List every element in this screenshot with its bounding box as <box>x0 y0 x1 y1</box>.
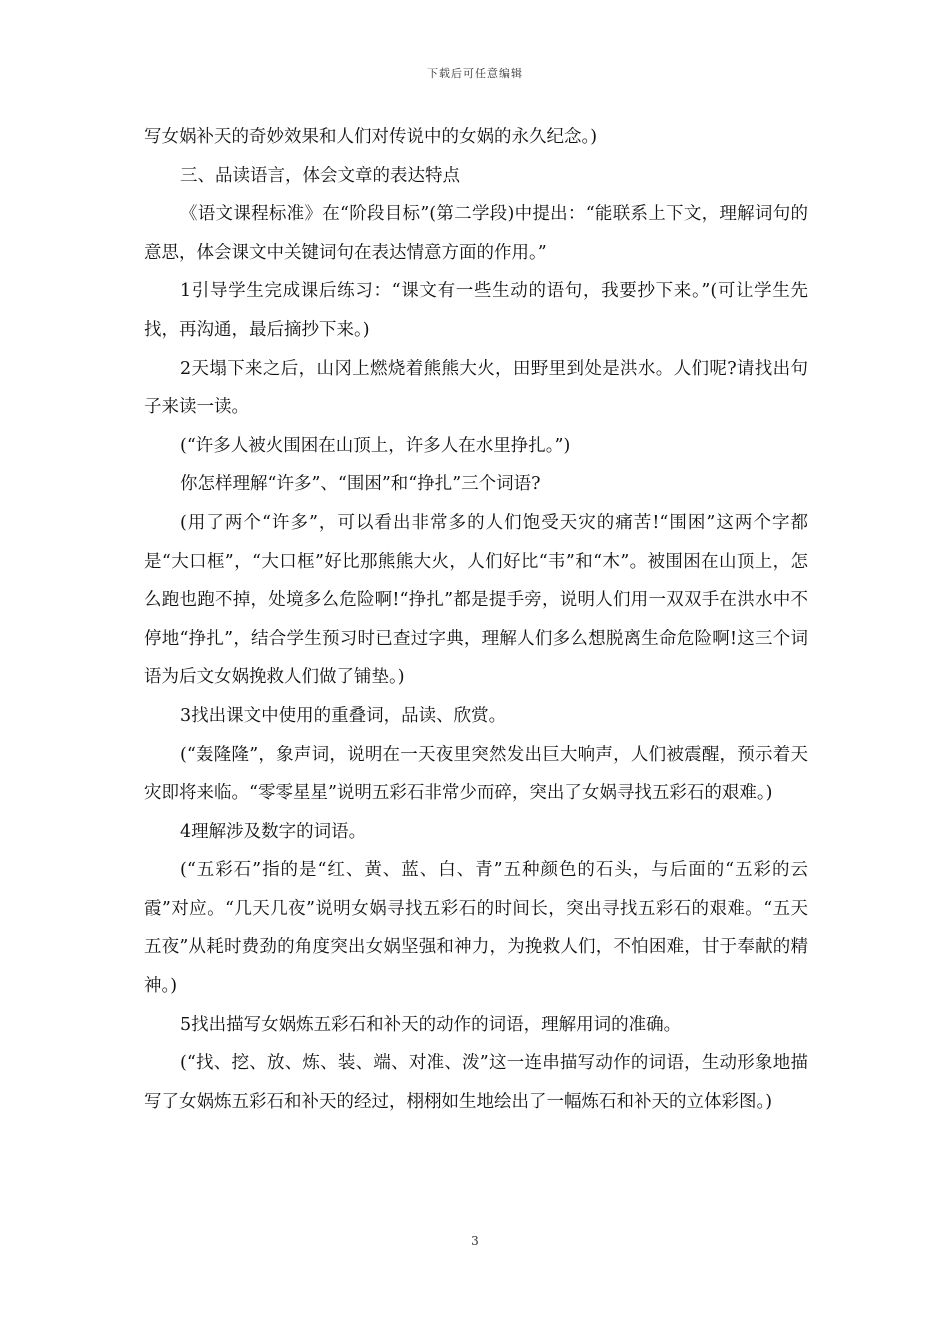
paragraph-7: 你怎样理解“许多”、“围困”和“挣扎”三个词语? <box>180 474 541 495</box>
paragraph-4: 1引导学生完成课后练习：“课文有一些生动的语句，我要抄下来。”(可让学生先找，再沟通，最后摘抄下来。) <box>144 281 808 340</box>
paragraph-13: 5找出描写女娲炼五彩石和补天的动作的词语，理解用词的准确。 <box>180 1014 682 1035</box>
paragraph-11: 4理解涉及数字的词语。 <box>180 821 367 842</box>
paragraph-8: (用了两个“许多”，可以看出非常多的人们饱受天灾的痛苦!“围困”这两个字都是“大口框”，“大口框”好比那熊熊大火，人们好比“韦”和“木”。被围困在山顶上，怎么跑也跑不掉，处境多么危险啊!“挣扎”都是提手旁，说明人们用一双双手在洪水中不停地“挣扎”，结合学生预习时已查过字典，理解人们多么想脱离生命危险啊!这三个词语为后文女娲挽救人们做了铺垫。) <box>144 512 808 688</box>
paragraph-6: (“许多人被火围困在山顶上，许多人在水里挣扎。”) <box>180 435 571 456</box>
paragraph-5: 2天塌下来之后，山冈上燃烧着熊熊大火，田野里到处是洪水。人们呢?请找出句子来读一读。 <box>144 358 808 418</box>
paragraph-14: (“找、挖、放、炼、装、端、对准、泼”这一连串描写动作的词语，生动形象地描写了女娲炼五彩石和补天的经过，栩栩如生地绘出了一幅炼石和补天的立体彩图。) <box>144 1053 808 1112</box>
paragraph-10: (“轰隆隆”，象声词，说明在一天夜里突然发出巨大响声，人们被震醒，预示着天灾即将来临。“零零星星”说明五彩石非常少而碎，突出了女娲寻找五彩石的艰难。) <box>144 744 808 804</box>
page-header: 下载后可任意编辑 <box>427 67 523 80</box>
document-body <box>144 118 808 1121</box>
section-heading: 三、品读语言，体会文章的表达特点 <box>180 165 460 186</box>
page-number: 3 <box>471 1234 479 1248</box>
paragraph-9: 3找出课文中使用的重叠词，品读、欣赏。 <box>180 705 507 726</box>
paragraph-1: 写女娲补天的奇妙效果和人们对传说中的女娲的永久纪念。) <box>144 127 598 147</box>
paragraph-3: 《语文课程标准》在“阶段目标”(第二学段)中提出：“能联系上下文，理解词句的意思，体会课文中关键词句在表达情意方面的作用。” <box>144 204 808 263</box>
paragraph-12: (“五彩石”指的是“红、黄、蓝、白、青”五种颜色的石头，与后面的“五彩的云霞”对应。“几天几夜”说明女娲寻找五彩石的时间长，突出寻找五彩石的艰难。“五天五夜”从耗时费劲的角度突出女娲坚强和神力，为挽救人们，不怕困难，甘于奉献的精神。) <box>144 860 808 997</box>
